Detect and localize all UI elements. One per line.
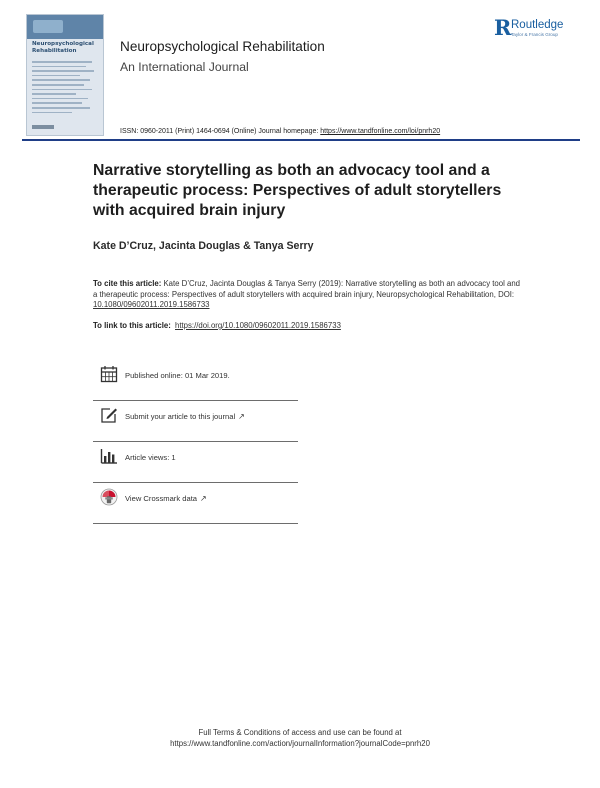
external-link-icon: ↗: [238, 412, 245, 421]
crossmark-label[interactable]: View Crossmark data: [125, 494, 198, 503]
submit-article-link[interactable]: [125, 412, 245, 421]
submit-article-row[interactable]: [93, 401, 298, 442]
crossmark-icon: [100, 488, 118, 506]
publisher-name: Routledge: [511, 19, 564, 31]
article-title: Narrative storytelling as both an advocacy tool and a therapeutic process: Perspectives of adult storytellers with acquired brain injury: [93, 162, 502, 219]
submit-article-label[interactable]: Submit your article to this journal: [125, 412, 236, 421]
routledge-logo: [494, 17, 586, 43]
published-date-text: Published online: 01 Mar 2019.: [125, 371, 230, 380]
header-divider: [22, 139, 580, 141]
issn-text: ISSN: 0960-2011 (Print) 1464-0694 (Online) Journal homepage:: [120, 128, 321, 135]
published-row: [93, 360, 298, 401]
bar-chart-icon: [100, 447, 118, 465]
footer: [0, 727, 600, 749]
cover-contents: [32, 61, 100, 116]
external-link-icon: ↗: [200, 494, 207, 503]
routledge-mark-icon: R: [494, 15, 512, 40]
article-doi-url[interactable]: https://doi.org/10.1080/09602011.2019.1586733: [175, 321, 341, 330]
cover-title: Neuropsychological Rehabilitation: [32, 41, 94, 54]
publisher-tagline: Taylor & Francis Group: [511, 32, 558, 37]
article-link-label: To link to this article:: [93, 321, 173, 330]
calendar-icon: [100, 365, 118, 383]
edit-icon: [100, 406, 118, 424]
article-views-text: Article views: 1: [125, 453, 176, 462]
article-authors: Kate D’Cruz, Jacinta Douglas & Tanya Serry: [93, 240, 314, 252]
footer-terms-url[interactable]: https://www.tandfonline.com/action/journalInformation?journalCode=pnrh20: [170, 739, 430, 748]
issn-line: [120, 128, 440, 135]
journal-title: Neuropsychological Rehabilitation: [120, 39, 325, 54]
article-link-block: [93, 321, 341, 330]
journal-subtitle: An International Journal: [120, 60, 249, 74]
citation-block: [93, 279, 523, 311]
citation-doi-link[interactable]: 10.1080/09602011.2019.1586733: [93, 300, 210, 310]
citation-label: To cite this article:: [93, 279, 162, 288]
footer-terms-text: Full Terms & Conditions of access and use can be found at: [198, 728, 402, 737]
crossmark-row[interactable]: [93, 483, 298, 524]
article-views-row: [93, 442, 298, 483]
cover-banner: [27, 15, 103, 39]
journal-cover-thumbnail: [26, 14, 104, 136]
article-actions: [93, 360, 298, 524]
crossmark-link[interactable]: [125, 494, 207, 503]
citation-text: Kate D’Cruz, Jacinta Douglas & Tanya Serry (2019): Narrative storytelling as both an advocacy tool and a therapeutic process: Perspectives of adult storytellers with acquired brain injury, Neuropsychological Rehabilitation, DOI:: [93, 279, 521, 299]
journal-homepage-link[interactable]: https://www.tandfonline.com/loi/pnrh20: [320, 128, 441, 135]
cover-publisher-logo: [32, 125, 54, 129]
